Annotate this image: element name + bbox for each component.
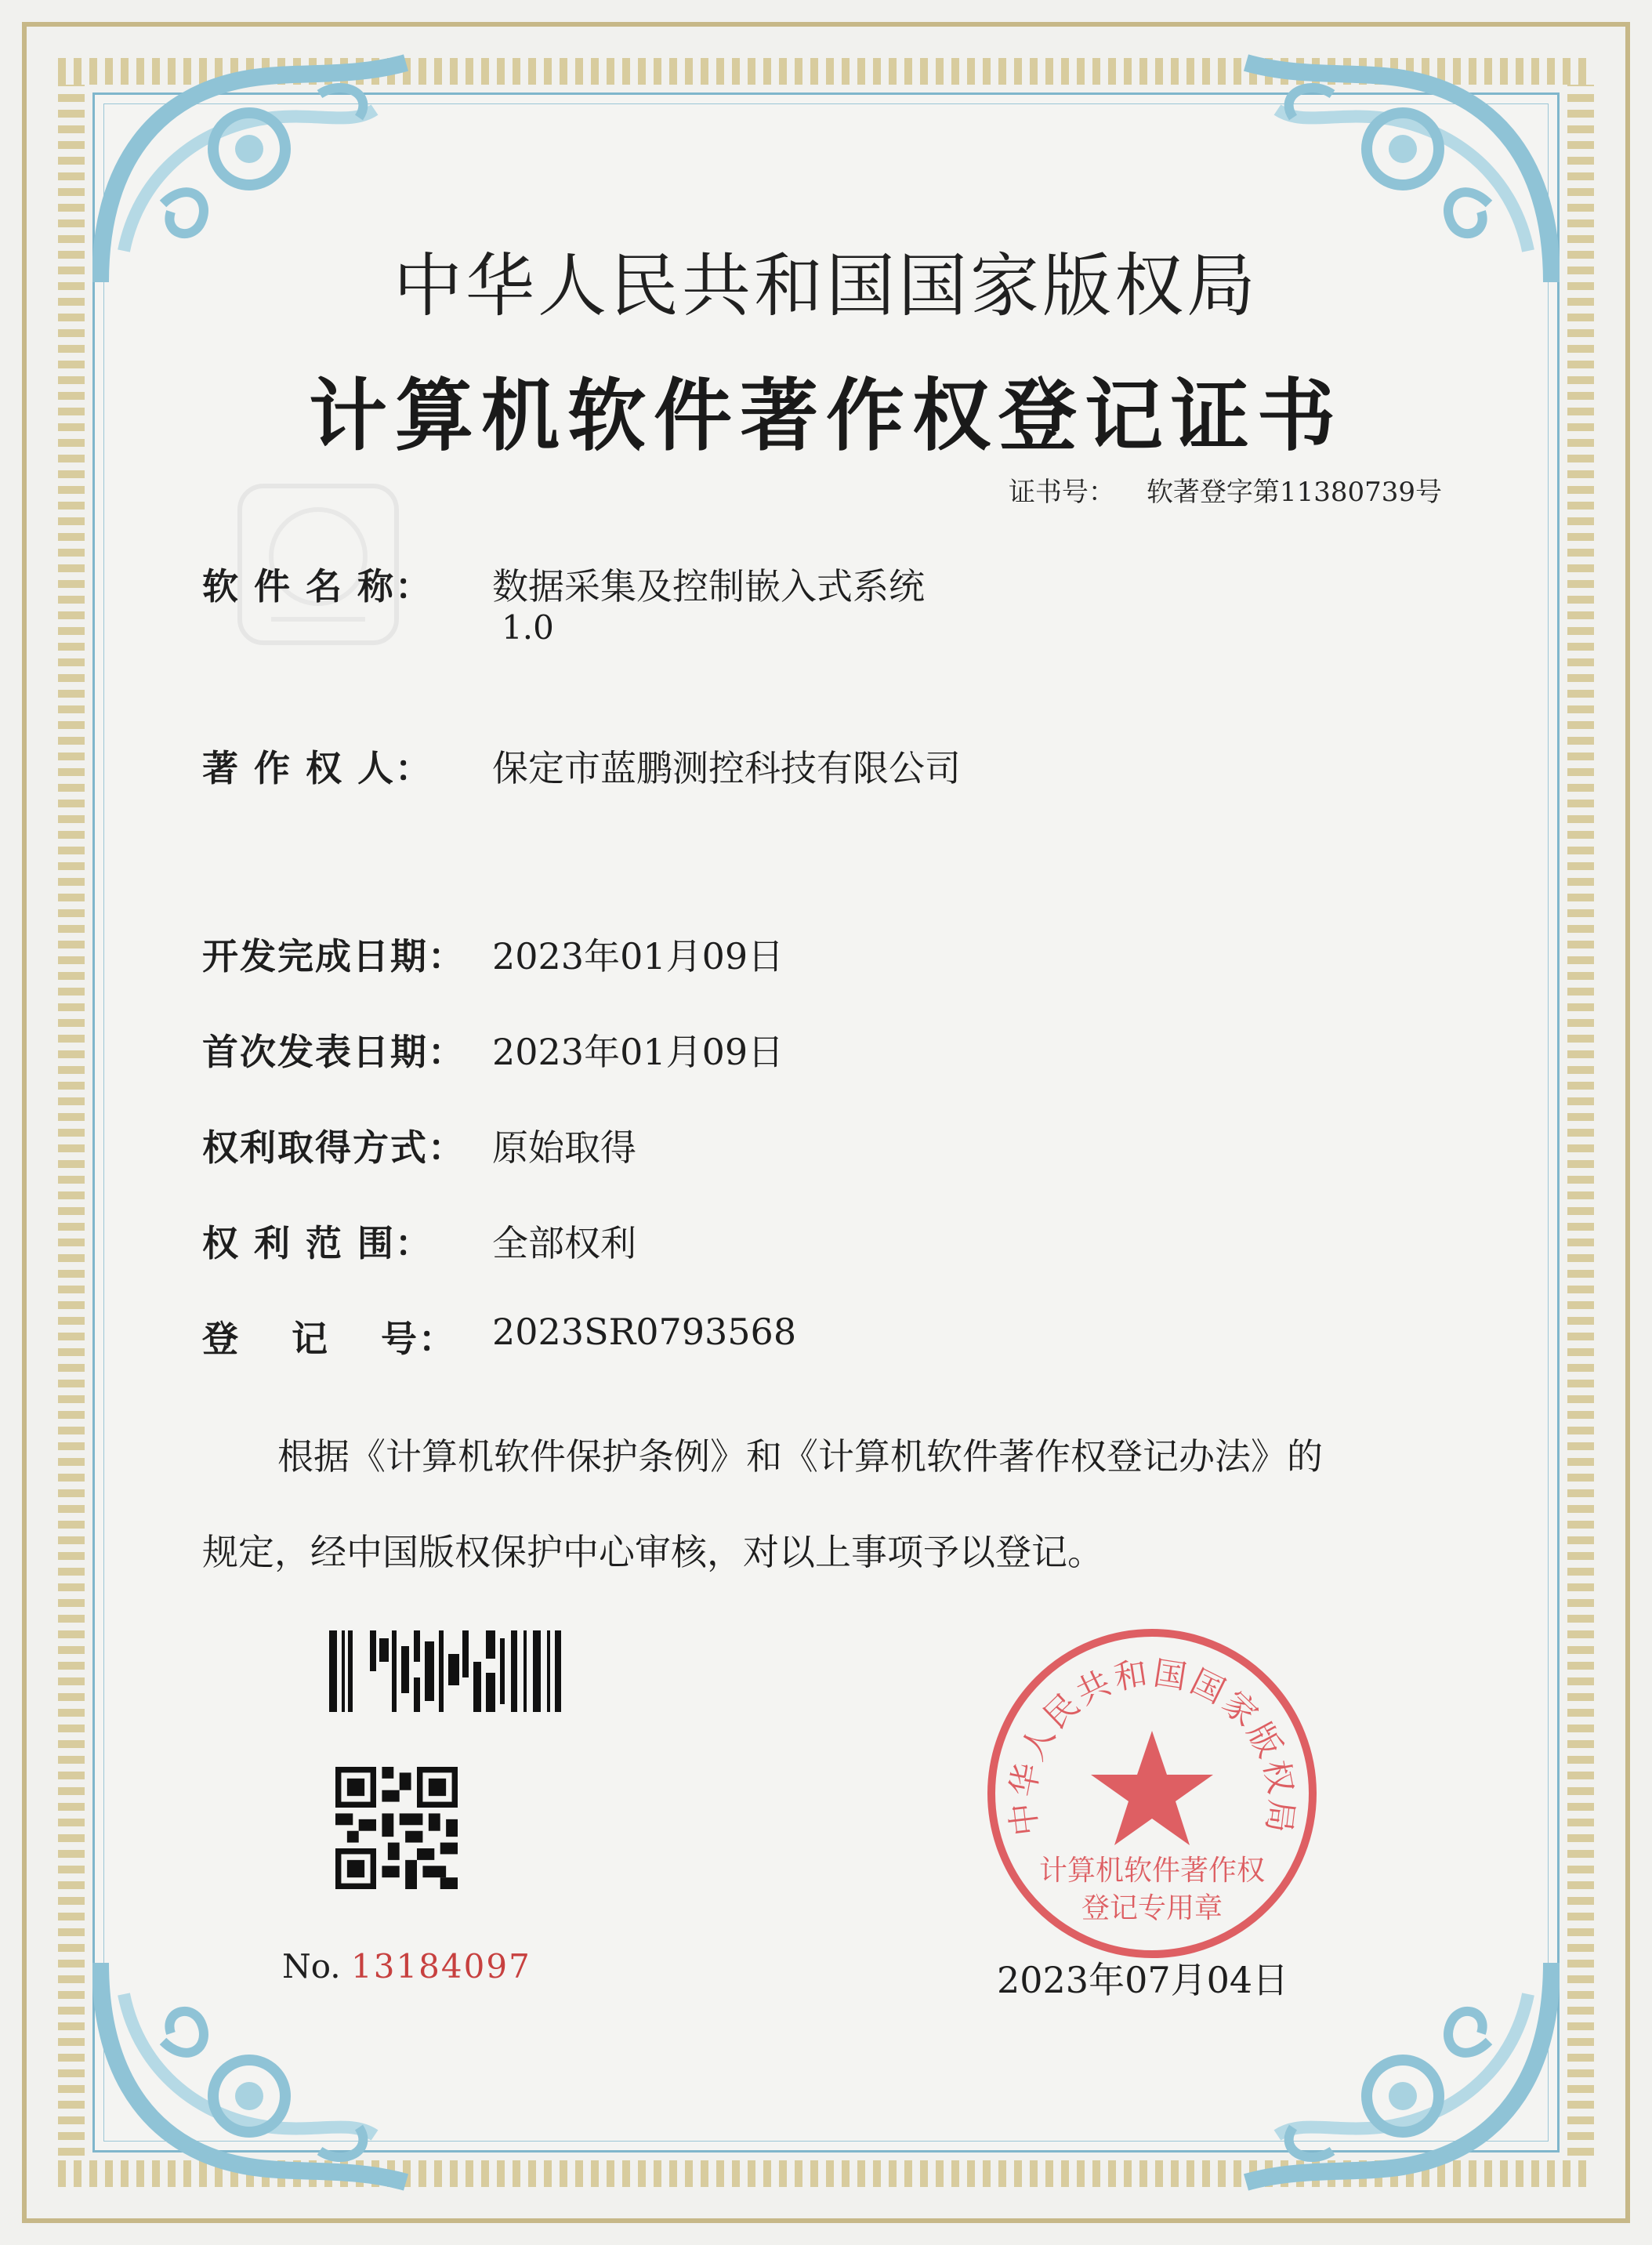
field-copyright-owner (202, 740, 961, 792)
qr-code (335, 1767, 458, 1889)
acquisition-method-label: 权利取得方式： (202, 1126, 466, 1169)
first-publication-date-label: 首次发表日期： (202, 1031, 466, 1073)
serial-number (282, 1947, 531, 1986)
software-name-label: 软 件 名 称： (202, 565, 433, 607)
copyright-owner-label: 著 作 权 人： (202, 747, 433, 789)
completion-date-value: 2023年01月09日 (492, 935, 784, 977)
field-rights-scope (202, 1215, 636, 1267)
certificate-number (1009, 470, 1442, 509)
rights-scope-label: 权 利 范 围： (202, 1222, 433, 1264)
field-software-name (202, 558, 925, 610)
field-completion-date (202, 928, 784, 980)
seal-inner-line-2: 登记专用章 (1081, 1892, 1223, 1924)
field-acquisition-method (202, 1119, 636, 1171)
official-seal (980, 1621, 1324, 1966)
seal-outer-text: 中华人民共和国国家版权局 (1002, 1653, 1302, 1838)
software-version: 1.0 (502, 608, 554, 647)
first-publication-date-value: 2023年01月09日 (492, 1031, 784, 1073)
completion-date-label: 开发完成日期： (202, 935, 466, 977)
seal-inner-line-1: 计算机软件著作权 (1038, 1855, 1266, 1887)
registration-number-value: 2023SR0793568 (492, 1311, 797, 1353)
field-first-publication-date (202, 1024, 784, 1075)
software-name-value: 数据采集及控制嵌入式系统 (492, 565, 925, 607)
registration-number-label: 登 记 号： (202, 1318, 457, 1360)
statement-line-1: 根据《计算机软件保护条例》和《计算机软件著作权登记办法》的 (277, 1435, 1323, 1478)
rights-scope-value: 全部权利 (492, 1222, 636, 1264)
copyright-owner-value: 保定市蓝鹏测控科技有限公司 (492, 747, 961, 789)
issue-date: 2023年07月04日 (997, 1959, 1289, 2001)
certificate-title: 计算机软件著作权登记证书 (309, 370, 1343, 462)
certificate-number-value: 软著登字第11380739号 (1146, 477, 1442, 508)
certificate-number-label: 证书号： (1008, 477, 1115, 508)
issuer-title: 中华人民共和国国家版权局 (393, 245, 1259, 326)
field-registration-number (202, 1311, 796, 1362)
acquisition-method-value: 原始取得 (492, 1126, 636, 1169)
seal-star-icon (1091, 1731, 1213, 1845)
serial-prefix: No. (282, 1947, 341, 1986)
serial-value: 13184097 (351, 1947, 531, 1986)
statement-line-2: 规定，经中国版权保护中心审核，对以上事项予以登记。 (202, 1531, 1103, 1573)
barcode (329, 1630, 561, 1712)
